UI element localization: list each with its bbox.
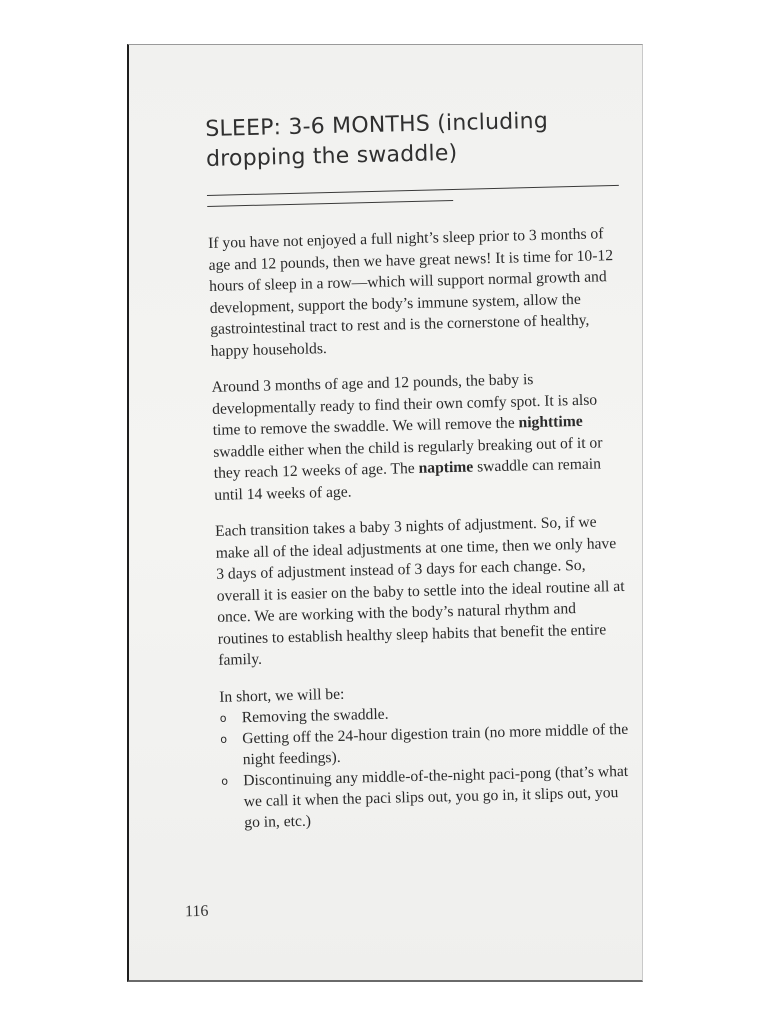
list-item-text: Discontinuing any middle-of-the-night paci-pong (that’s what we call it when the paci slips out, you go in, it slips out, you go in, etc.) [243,762,629,831]
list-item-text: Removing the swaddle. [241,705,389,726]
paragraph-swaddle-text-b: swaddle either when the child is regularly breaking out of it or they reach 12 weeks of age. The [213,433,603,482]
list-item-text: Getting off the 24-hour digestion train (no more middle of the night feedings). [242,720,629,768]
paragraph-swaddle-text-c: swaddle can remain until 14 weeks of age. [214,455,602,504]
title-rule-long [207,185,619,196]
page-number: 116 [184,902,209,921]
paragraph-transitions: Each transition takes a baby 3 nights of adjustment. So, if we make all of the ideal adjustments at one time, then we only have 3 days of adjustment instead of 3 days for each change. So, overall it is easier on the baby to settle into the ideal routine all at once. We are working with the body’s natural rhythm and routines to establish healthy sleep habits that benefit the entire family. [214,513,625,669]
bullet-icon: o [220,732,228,746]
list-item [221,760,634,833]
title-rule-short [207,200,453,207]
paragraph-swaddle-text-a: Around 3 months of age and 12 pounds, the baby is developmentally ready to find their own comfy spot. It is also time to remove the swaddle. We will remove the [211,371,598,439]
bullet-icon: o [221,774,229,788]
summary-list [219,697,634,833]
naptime-emphasis: naptime [418,458,474,477]
nighttime-emphasis: nighttime [518,412,583,432]
paragraph-intro: If you have not enjoyed a full night’s sleep prior to 3 months of age and 12 pounds, then we have great news! It is time for 10-12 hours of sleep in a row—which will support normal growth and development, support the body’s immune system, allow the gastrointestinal tract to rest and is the cornerstone of healthy, happy households. [207,225,614,360]
paragraph-swaddle [211,367,626,506]
book-page [127,44,643,982]
bullet-icon: o [219,711,227,725]
page-content [205,105,634,833]
summary-intro: In short, we will be: [219,685,345,706]
chapter-title: SLEEP: 3-6 MONTHS (including dropping the swaddle) [205,108,549,172]
